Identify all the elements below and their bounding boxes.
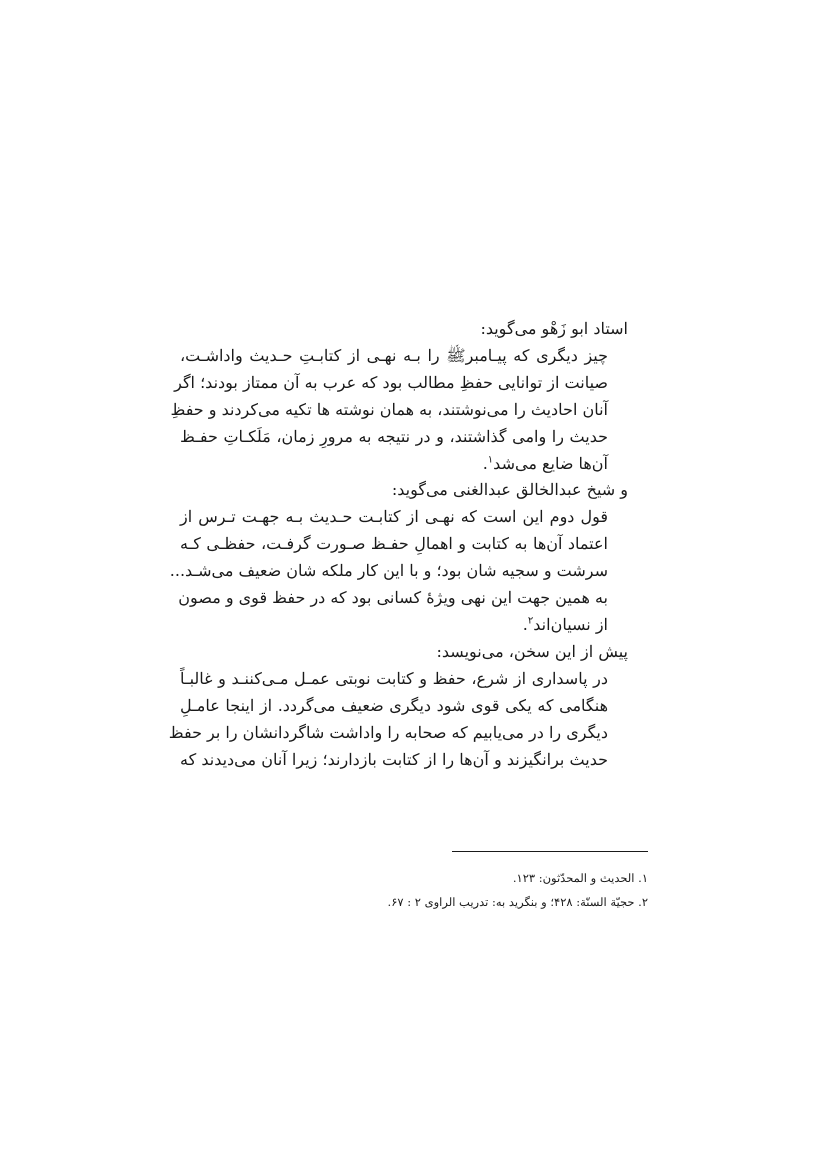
footnote-ref: ۲ — [527, 615, 534, 627]
quote-block — [169, 504, 628, 639]
quote-line-last — [180, 612, 608, 639]
quote-line-text: از نسیان‌اند — [533, 614, 608, 634]
quote-line-text: آن‌ها ضایع می‌شد — [493, 453, 608, 473]
section-intro: و شیخ عبدالخالق عبدالغنی می‌گوید: — [391, 480, 628, 500]
quote-line: دیگری را در می‌یابیم که صحابه را واداشت شاگردانشان را بر حفظ — [168, 722, 608, 742]
quote-line: صیانت از توانایی حفظِ مطالب بود که عرب به آن ممتاز بودند؛ اگر — [174, 372, 608, 392]
quote-line: به همین جهت این نهی ویژۀ کسانی بود که در حفظ قوی و مصون — [178, 588, 608, 608]
footnote-ref: ۱ — [487, 454, 494, 466]
quote-block — [168, 666, 628, 774]
quote-line: هنگامی که یکی قوی شود دیگری ضعیف می‌گردد. از اینجا عامـلِ — [180, 695, 608, 715]
footnotes — [300, 866, 648, 914]
quote-line: قول دوم این است که نهـی از کتابـت حـدیث بـه جهـت تـرس از — [180, 507, 608, 527]
section-intro: پیش از این سخن، می‌نویسد: — [436, 641, 628, 661]
section-intro: استاد ابو زَهْو می‌گوید: — [480, 319, 628, 338]
quote-line: اعتماد آن‌ها به کتابت و اهمالِ حفـظ صـورت گرفـت، حفظـی کـه — [180, 534, 608, 554]
quote-line: سرشت و سجیه شان بود؛ و با این کار ملکه شان ضعیف می‌شـد... — [169, 561, 608, 581]
quote-line: حدیث برانگیزند و آن‌ها را از کتابت بازدارند؛ زیرا آنان می‌دیدند که — [180, 749, 608, 769]
end-punctuation: . — [522, 614, 528, 634]
quote-line: حدیث را وامی گذاشتند، و در نتیجه به مرورِ زمان، مَلَکـاتِ حفـظ — [180, 426, 608, 446]
footnote-divider — [452, 851, 648, 852]
quote-line: در پاسداری از شرع، حفظ و کتابت نوبتی عمـل مـی‌کننـد و غالبـاً — [180, 668, 608, 688]
quote-line: آنان احادیث را می‌نوشتند، به همان نوشته ها تکیه می‌کردند و حفظِ — [170, 399, 608, 419]
main-text — [168, 316, 628, 773]
footnote-item: ۱. الحدیث و المحدّثون: ۱۲۳. — [512, 871, 648, 885]
quote-block — [170, 343, 628, 478]
footnote-item: ۲. حجیّة السنّة: ۴۲۸؛ و بنگرید به: تدریب الراوی ۲ : ۶۷. — [387, 895, 648, 909]
quote-line: چیز دیگری که پیـامبرﷺ را بـه نهـی از کتابـتِ حـدیث واداشـت، — [180, 345, 608, 365]
end-punctuation: . — [482, 453, 488, 473]
quote-line-last — [180, 451, 608, 478]
